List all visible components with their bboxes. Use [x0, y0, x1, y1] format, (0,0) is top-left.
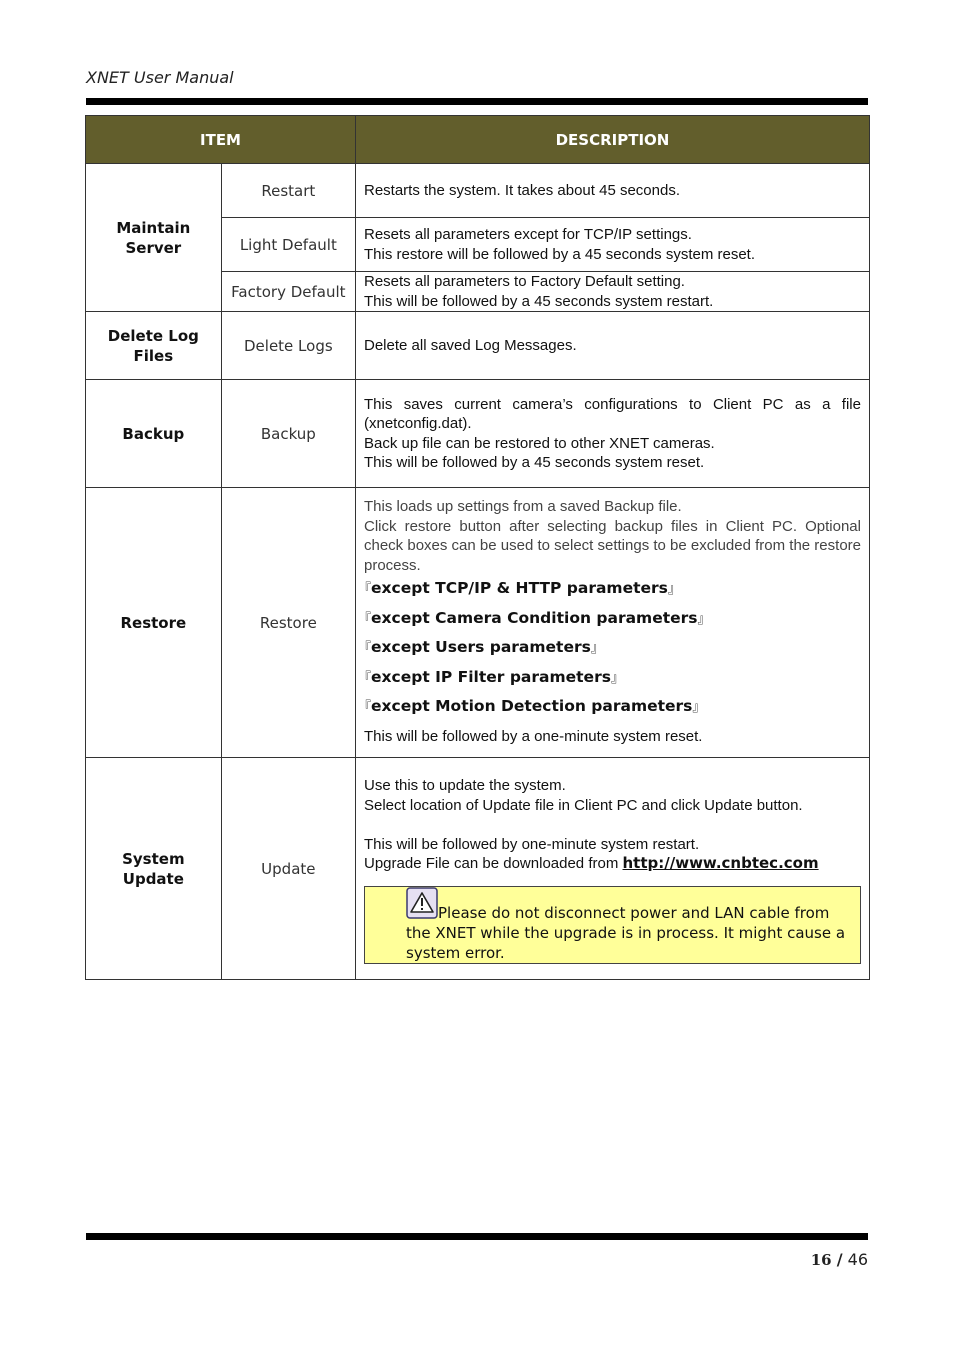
sub-item-restore: Restore	[221, 488, 355, 758]
download-link[interactable]: http://www.cnbtec.com	[622, 854, 819, 872]
sub-item-factory-default: Factory Default	[221, 272, 355, 312]
description-delete-logs: Delete all saved Log Messages.	[356, 312, 870, 380]
description-restart: Restarts the system. It takes about 45 seconds.	[356, 164, 870, 218]
table-row	[86, 380, 870, 488]
description-light-default: Resets all parameters except for TCP/IP settings. This restore will be followed by a 45 seconds system reset.	[356, 218, 870, 272]
item-maintain-server: Maintain Server	[86, 164, 222, 312]
restore-option: 『except Motion Detection parameters』	[358, 697, 706, 715]
restore-option: 『except IP Filter parameters』	[358, 667, 624, 686]
item-delete-log-files: Delete Log Files	[86, 312, 222, 380]
column-header-item: ITEM	[86, 116, 356, 164]
restore-option: 『except TCP/IP & HTTP parameters』	[358, 579, 681, 597]
sub-item-light-default: Light Default	[221, 218, 355, 272]
table-row	[86, 488, 870, 758]
table-row	[86, 312, 870, 380]
warning-triangle-icon	[406, 887, 436, 917]
item-restore: Restore	[86, 488, 222, 758]
settings-table	[85, 115, 870, 980]
sub-item-delete-logs: Delete Logs	[221, 312, 355, 380]
footer-rule	[86, 1233, 868, 1240]
warning-note: Please do not disconnect power and LAN cable from the XNET while the upgrade is in process. It might cause a system error.	[364, 886, 861, 964]
restore-option: 『except Users parameters』	[358, 638, 604, 656]
column-header-description: DESCRIPTION	[356, 116, 870, 164]
page-number: 16 / 46	[810, 1250, 868, 1269]
item-backup: Backup	[86, 380, 222, 488]
description-factory-default: Resets all parameters to Factory Default setting. This will be followed by a 45 seconds system restart.	[356, 272, 870, 312]
description-restore: This loads up settings from a saved Backup file. Click restore button after selecting backup files in Client PC. Optional check boxes can be used to select settings to be excluded from the restore process. 『except TCP/IP & HTTP parameters』 『except Camera Condition parameters』 『except Users parameters』 『except IP Filter parameters』 『except Motion Detection parameters』 This will be followed by a one-minute system reset.	[356, 488, 870, 758]
sub-item-update: Update	[221, 758, 355, 980]
sub-item-backup: Backup	[221, 380, 355, 488]
item-system-update: System Update	[86, 758, 222, 980]
table-row	[86, 758, 870, 980]
sub-item-restart: Restart	[221, 164, 355, 218]
restore-option: 『except Camera Condition parameters』	[358, 608, 711, 627]
description-backup: This saves current camera’s configurations to Client PC as a file (xnetconfig.dat). Back up file can be restored to other XNET cameras. This will be followed by a 45 seconds system reset.	[356, 380, 870, 488]
document-title: XNET User Manual	[86, 68, 234, 87]
table-row	[86, 164, 870, 218]
description-update: Use this to update the system. Select location of Update file in Client PC and click Update button. This will be followed by one-minute system restart. Upgrade File can be downloaded from http://www.cnbtec.com Please do not disconnect power and LAN cable from the XNET while the upgrade is in process. It might cause a system error.	[356, 758, 870, 980]
header-rule	[86, 98, 868, 105]
